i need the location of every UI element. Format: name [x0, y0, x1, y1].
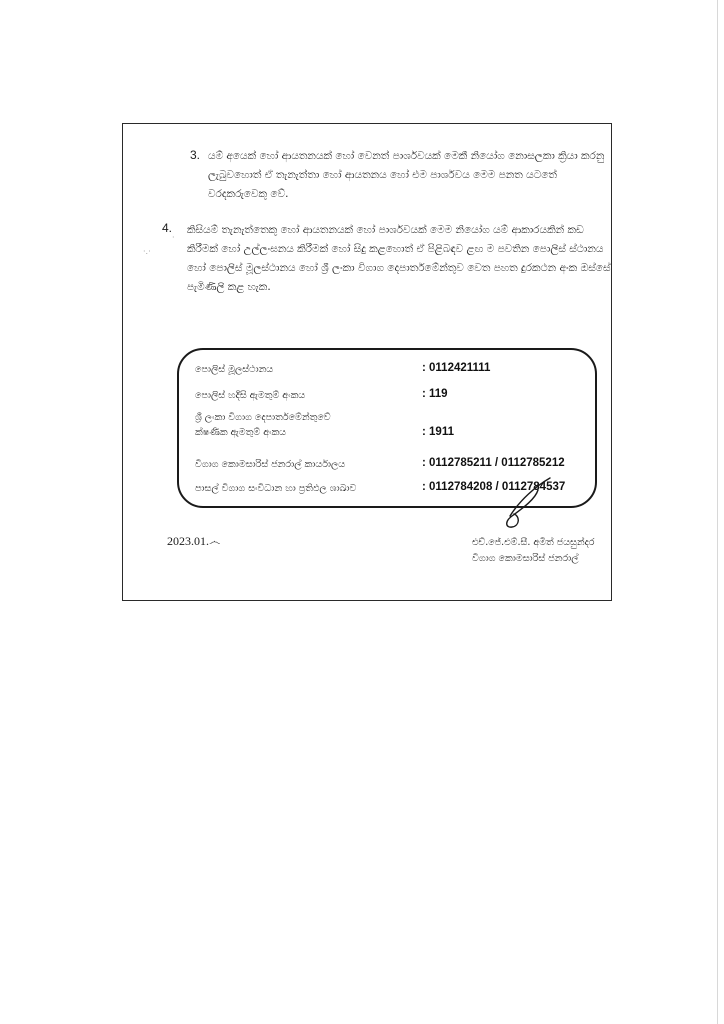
- signatory-title: විගාග කොමසාරිස් ජනරාල්: [472, 553, 579, 564]
- contact-label: පාසල් විගාග සංවිධාන හා ප්‍රතිඵල ශාඛාව: [195, 483, 357, 494]
- paragraph-3-text: යම් අයෙක් හෝ ආයතනයක් හෝ වෙනත් පාර්ශවයක් මෙකී නියෝග නොසලකා ක්‍රියා කරනු ලැබුවහොත් ඒ තැනැත්තා හෝ ආයතනය හෝ එම පාර්ශවය මෙම පනත යටතේ වරදකරුවෙකු වේ.: [208, 150, 605, 200]
- scan-speck-mark: ·.·: [143, 247, 151, 256]
- contact-label: ශ්‍රී ලංකා විගාග දෙපාර්තමේන්තුවේ ක්ෂණික ඇමතුම් අංකය: [195, 412, 331, 438]
- contact-number: : 0112784208 / 0112784537: [422, 481, 566, 493]
- scan-speck-mark: ·: [172, 233, 175, 242]
- signature-mark: [480, 470, 600, 540]
- signatory-name: එච්.ජේ.එම්.සී. අමිත් ජයසුන්දර: [472, 537, 595, 548]
- contact-number: : 0112421111: [422, 362, 491, 374]
- contact-number: : 1911: [422, 426, 454, 438]
- contact-row: [195, 410, 595, 444]
- signatory-block: [472, 535, 595, 567]
- page-edge-line: [717, 0, 718, 1024]
- contact-label: විගාග කොමසාරිස් ජනරාල් කාර්යාලය: [195, 459, 346, 470]
- contact-row: [195, 388, 595, 408]
- paragraph-3-number: 3.: [190, 148, 201, 162]
- paragraph-4-number: 4.: [162, 221, 173, 235]
- paragraph-4-text: කිසියම් තැනැත්තෙකු හෝ ආයතනයක් හෝ පාර්ශවයක් මෙම නියෝග යම් ආකාරයකින් කඩ කිරීමක් හෝ උල්ලංඝනය කිරීමක් හෝ සිදු කළහොත් ඒ පිළිබඳව ළඟ ම පවතින පොලිස් ස්ථානය හෝ පොලිස් මූලස්ථානය හෝ ශ්‍රී ලංකා විගාග දෙපාර්තමේන්තුව වෙත පහත දුරකථන අංක ඔස්සේ පැමිණිලි කළ හැක.: [187, 224, 611, 293]
- contact-number: : 0112785211 / 0112785212: [422, 457, 565, 469]
- document-date: 2023.01.෴: [167, 534, 221, 548]
- contact-label: පොලිස් මූලස්ථානය: [195, 364, 274, 375]
- contact-number: : 119: [422, 388, 448, 400]
- contact-label: පොලිස් හදිසි ඇමතුම් අංකය: [195, 390, 306, 401]
- contact-row: [195, 362, 595, 382]
